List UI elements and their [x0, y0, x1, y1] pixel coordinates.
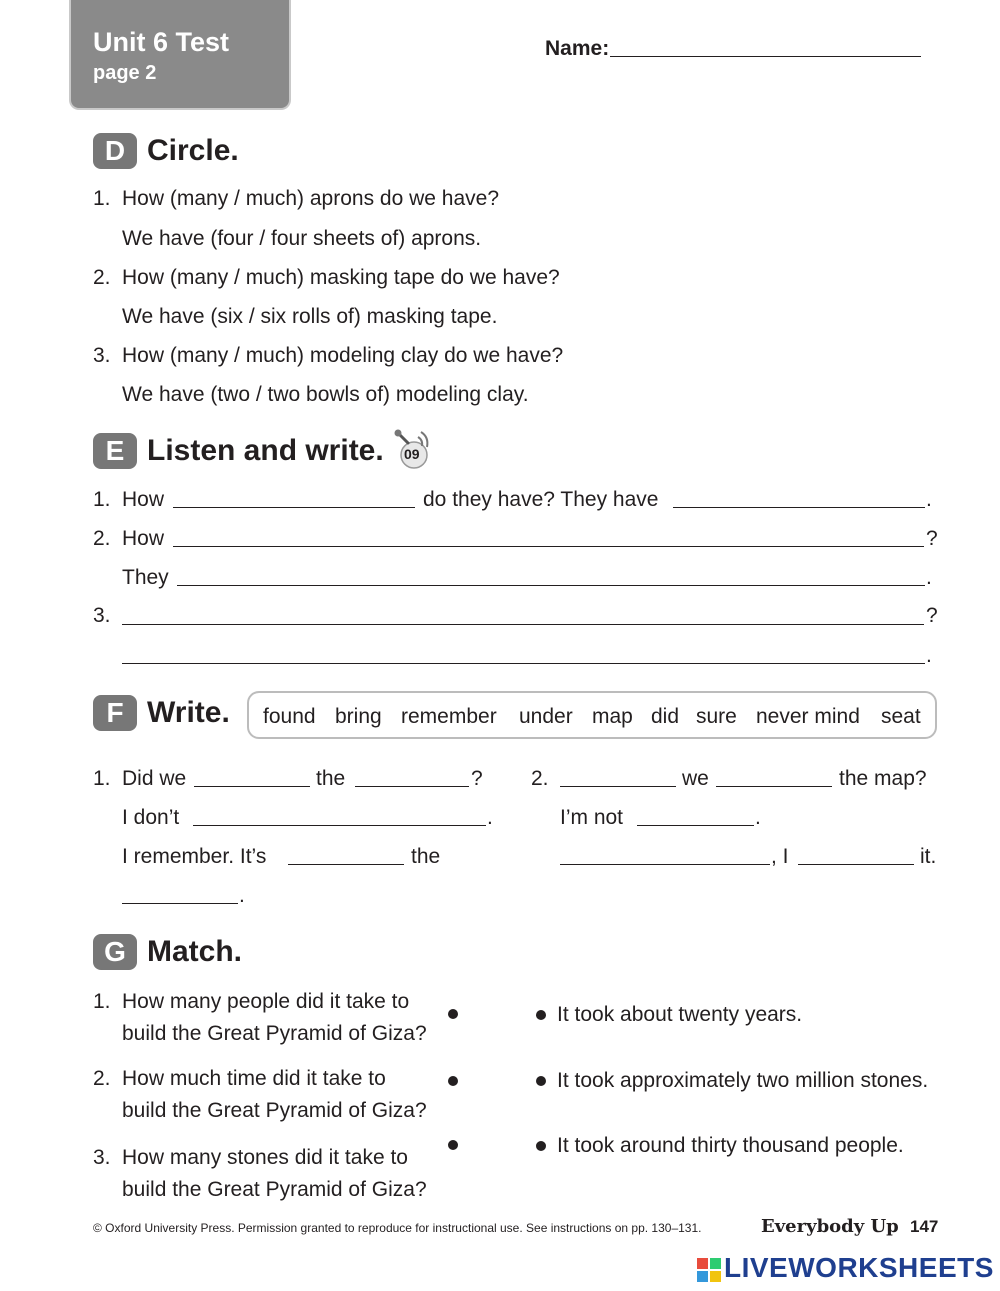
e-item-2-blank-question[interactable]: [173, 546, 924, 547]
d-item-2-answer[interactable]: We have (six / six rolls of) masking tape.: [122, 305, 498, 328]
f-item-1-number: 1.: [93, 767, 111, 790]
g-question-1-number: 1.: [93, 990, 111, 1013]
e-item-1-how: How: [122, 488, 165, 511]
g-question-1-line-1: How many people did it take to: [122, 990, 410, 1013]
word-bank-item: map: [592, 705, 633, 728]
f-item-2-it: it.: [920, 845, 937, 868]
f-item-2-blank-4[interactable]: [560, 864, 770, 865]
book-brand: Everybody Up: [761, 1216, 899, 1237]
section-e-badge: E: [93, 433, 137, 469]
name-label: Name:: [545, 37, 610, 60]
section-e-title: Listen and write.: [147, 434, 384, 467]
e-item-1-blank-2[interactable]: [673, 507, 925, 508]
liveworksheets-watermark: LIVEWORKSHEETS: [724, 1252, 994, 1283]
g-question-2-line-2: build the Great Pyramid of Giza?: [122, 1099, 427, 1122]
unit-header-tab: [71, 0, 289, 108]
d-item-3-answer[interactable]: We have (two / two bowls of) modeling clay.: [122, 383, 529, 406]
g-question-2-number: 2.: [93, 1067, 111, 1090]
section-g-title: Match.: [147, 935, 243, 968]
e-item-2-question-mark: ?: [926, 527, 938, 550]
audio-track-icon[interactable]: [392, 427, 438, 469]
e-item-1-mid-text: do they have? They have: [423, 488, 659, 511]
g-question-1-dot[interactable]: [448, 1009, 458, 1019]
e-item-3-question-mark: ?: [926, 604, 938, 627]
f-item-2-comma-i: , I: [771, 845, 789, 868]
unit-title: Unit 6 Test: [93, 27, 230, 57]
e-item-3-blank-answer[interactable]: [122, 663, 925, 664]
word-bank-item: seat: [881, 705, 921, 728]
word-bank-item: under: [519, 705, 573, 728]
g-question-3-line-2: build the Great Pyramid of Giza?: [122, 1178, 427, 1201]
e-item-1-blank-1[interactable]: [173, 507, 415, 508]
d-item-1-question[interactable]: How (many / much) aprons do we have?: [122, 187, 500, 210]
e-item-3-end: .: [926, 644, 932, 667]
g-answer-1-dot[interactable]: [536, 1010, 546, 1020]
e-item-2-blank-answer[interactable]: [177, 585, 925, 586]
d-item-3-question[interactable]: How (many / much) modeling clay do we have?: [122, 344, 564, 367]
g-question-2-dot[interactable]: [448, 1076, 458, 1086]
word-bank-item: bring: [335, 705, 382, 728]
word-bank: [247, 691, 937, 739]
d-item-3-number: 3.: [93, 344, 111, 367]
f-item-1-did-we: Did we: [122, 767, 187, 790]
f-item-1-period-2: .: [239, 884, 245, 907]
word-bank-item: found: [263, 705, 316, 728]
section-d-title: Circle.: [147, 134, 239, 167]
f-item-2-blank-2[interactable]: [716, 786, 832, 787]
f-item-1-blank-4[interactable]: [288, 864, 404, 865]
f-item-1-the-2: the: [411, 845, 441, 868]
e-item-2-end: .: [926, 566, 932, 589]
page-number: 147: [910, 1217, 939, 1236]
d-item-2-question[interactable]: How (many / much) masking tape do we have?: [122, 266, 560, 289]
g-question-3-line-1: How many stones did it take to: [122, 1146, 408, 1169]
e-item-2-number: 2.: [93, 527, 111, 550]
g-question-3-number: 3.: [93, 1146, 111, 1169]
section-f-badge: F: [93, 695, 137, 731]
g-answer-2: It took approximately two million stones.: [557, 1069, 929, 1092]
f-item-2-the-map: the map?: [839, 767, 927, 790]
e-item-3-number: 3.: [93, 604, 111, 627]
name-input-line[interactable]: [610, 56, 921, 57]
g-answer-1: It took about twenty years.: [557, 1003, 803, 1026]
section-f-title: Write.: [147, 696, 230, 729]
f-item-2-number: 2.: [531, 767, 549, 790]
f-item-2-we: we: [682, 767, 709, 790]
word-bank-item: did: [651, 705, 680, 728]
f-item-1-blank-5[interactable]: [122, 903, 238, 904]
f-item-2-blank-3[interactable]: [637, 825, 754, 826]
copyright-notice: © Oxford University Press. Permission granted to reproduce for instructional use. See instructions on pp. 130–131.: [93, 1221, 702, 1235]
f-item-1-i-remember: I remember. It’s: [122, 845, 267, 868]
f-item-1-blank-3[interactable]: [193, 825, 486, 826]
f-item-1-the: the: [316, 767, 346, 790]
f-item-2-blank-5[interactable]: [798, 864, 914, 865]
e-item-1-number: 1.: [93, 488, 111, 511]
page-subtitle: page 2: [93, 62, 157, 84]
d-item-1-answer[interactable]: We have (four / four sheets of) aprons.: [122, 227, 482, 250]
e-item-2-they: They: [122, 566, 169, 589]
audio-track-number: 09: [404, 446, 420, 462]
f-item-1-period: .: [487, 806, 493, 829]
f-item-1-blank-1[interactable]: [194, 786, 310, 787]
f-item-2-blank-1[interactable]: [560, 786, 676, 787]
g-answer-3: It took around thirty thousand people.: [557, 1134, 904, 1157]
e-item-1-end: .: [926, 488, 932, 511]
g-question-1-line-2: build the Great Pyramid of Giza?: [122, 1022, 427, 1045]
f-item-1-blank-2[interactable]: [355, 786, 469, 787]
e-item-3-blank-question[interactable]: [122, 624, 924, 625]
word-bank-item: remember: [401, 705, 497, 728]
g-question-3-dot[interactable]: [448, 1140, 458, 1150]
e-item-2-how: How: [122, 527, 165, 550]
g-question-2-line-1: How much time did it take to: [122, 1067, 386, 1090]
f-item-2-period: .: [755, 806, 761, 829]
f-item-1-i-dont: I don’t: [122, 806, 180, 829]
g-answer-3-dot[interactable]: [536, 1141, 546, 1151]
d-item-1-number: 1.: [93, 187, 111, 210]
f-item-1-question-mark: ?: [471, 767, 483, 790]
liveworksheets-logo-icon: [697, 1258, 721, 1282]
d-item-2-number: 2.: [93, 266, 111, 289]
section-d-badge: D: [93, 133, 137, 169]
section-g-badge: G: [93, 934, 137, 970]
word-bank-item: never mind: [756, 705, 860, 728]
g-answer-2-dot[interactable]: [536, 1076, 546, 1086]
word-bank-item: sure: [696, 705, 737, 728]
f-item-2-im-not: I’m not: [560, 806, 624, 829]
